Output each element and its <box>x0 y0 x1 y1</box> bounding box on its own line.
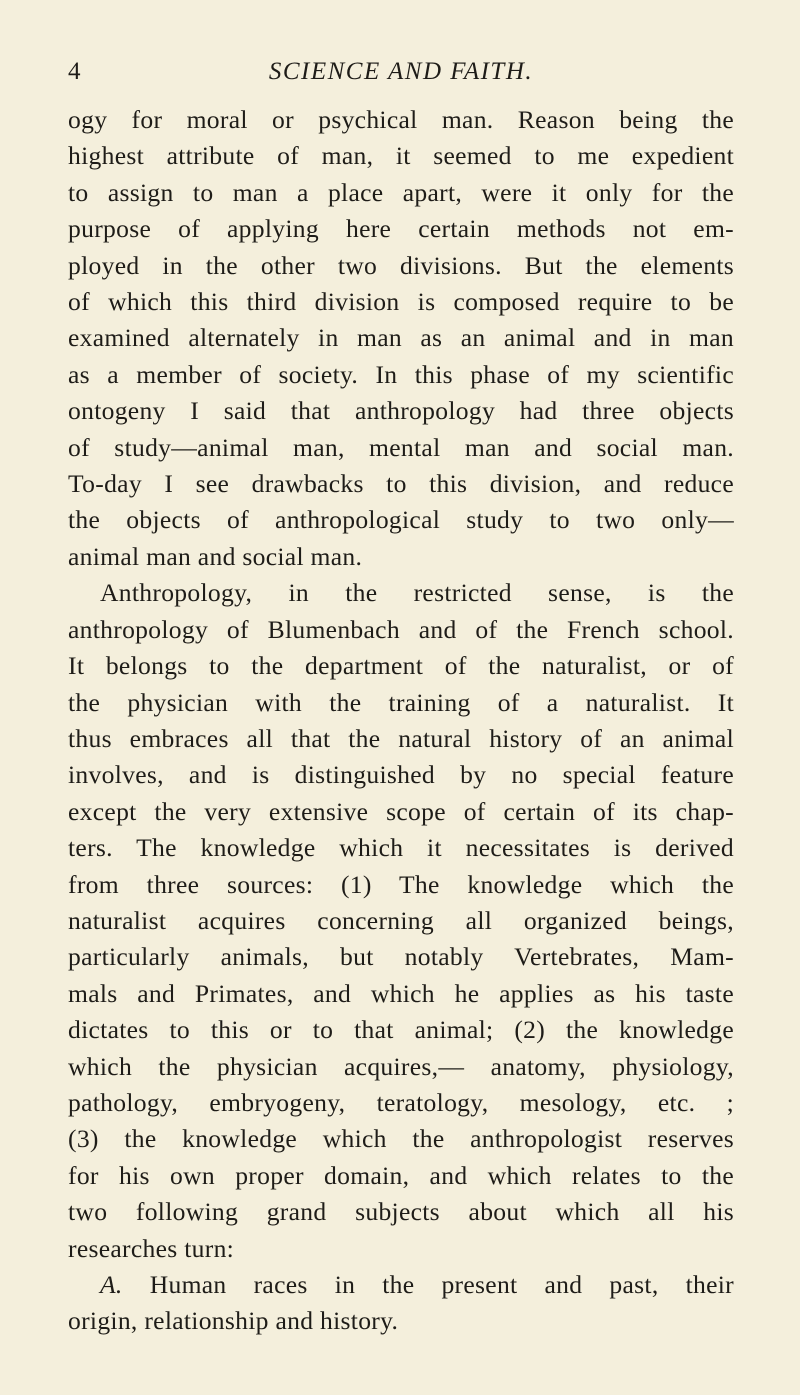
text-line: which the physician acquires,— anatomy, physiology, <box>68 1051 734 1081</box>
text-line: ogy for moral or psychical man. Reason being the <box>68 105 734 134</box>
text-line: ployed in the other two divisions. But the elements <box>68 250 734 280</box>
text-line-content: Human races in the present and past, their <box>122 1270 734 1299</box>
text-line <box>68 1267 734 1303</box>
text-line: animal man and social man. <box>68 541 363 571</box>
text-line: origin, relationship and history. <box>68 1306 399 1336</box>
paragraph-2 <box>68 575 734 1267</box>
text-line: ters. The knowledge which it necessitates is derived <box>68 833 734 863</box>
text-line: for his own proper domain, and which relates to the <box>68 1160 734 1190</box>
text-line: involves, and is distinguished by no special feature <box>68 760 734 790</box>
text-line: two following grand subjects about which all his <box>68 1197 734 1227</box>
text-line: to assign to man a place apart, were it only for the <box>68 177 734 207</box>
text-line: mals and Primates, and which he applies as his taste <box>68 978 734 1008</box>
paragraph-1 <box>68 102 734 575</box>
text-line: examined alternately in man as an animal and in man <box>68 323 734 353</box>
text-line: as a member of society. In this phase of my scientific <box>68 359 734 389</box>
running-title: SCIENCE AND FAITH. <box>268 58 534 85</box>
text-line: purpose of applying here certain methods not em- <box>68 214 734 244</box>
page-number: 4 <box>68 58 81 85</box>
text-line: the objects of anthropological study to two only— <box>68 505 734 535</box>
text-line: except the very extensive scope of certain of its chap- <box>68 796 734 826</box>
text-line: (3) the knowledge which the anthropologist reserves <box>68 1124 734 1154</box>
text-line: highest attribute of man, it seemed to me expedient <box>68 141 734 171</box>
section-label: A. <box>100 1270 123 1299</box>
text-line: researches turn: <box>68 1233 235 1263</box>
text-line: the physician with the training of a naturalist. It <box>68 687 734 717</box>
text-line: pathology, embryogeny, teratology, mesology, etc. ; <box>68 1087 734 1117</box>
running-head <box>68 52 734 92</box>
text-line: thus embraces all that the natural history of an animal <box>68 723 734 753</box>
paragraph-3 <box>68 1267 734 1340</box>
text-line: of which this third division is composed require to be <box>68 287 734 317</box>
text-line: particularly animals, but notably Vertebrates, Mam- <box>68 942 734 972</box>
text-line: ontogeny I said that anthropology had three objects <box>68 396 734 426</box>
body-text <box>68 102 734 1340</box>
text-line: naturalist acquires concerning all organized beings, <box>68 905 734 935</box>
text-line: It belongs to the department of the naturalist, or of <box>68 651 734 681</box>
text-line: To-day I see drawbacks to this division, and reduce <box>68 469 734 499</box>
text-line: dictates to this or to that animal; (2) the knowledge <box>68 1015 734 1045</box>
text-line: anthropology of Blumenbach and of the French school. <box>68 614 734 644</box>
text-line: of study—animal man, mental man and social man. <box>68 432 734 462</box>
text-line: Anthropology, in the restricted sense, is the <box>100 578 734 608</box>
text-line: from three sources: (1) The knowledge which the <box>68 869 734 899</box>
